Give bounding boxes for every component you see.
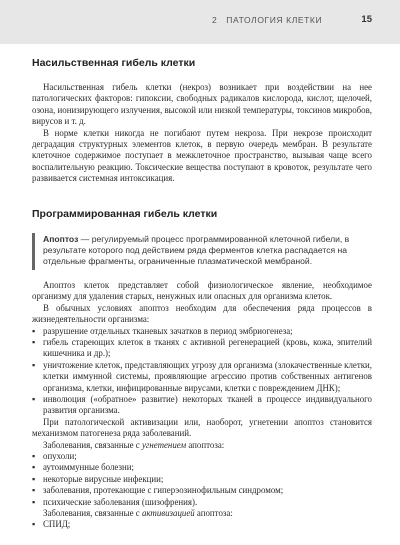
running-header: [0, 0, 400, 44]
page-body: [32, 44, 372, 531]
list-item: ▪ инволюция («обратное» развитие) некоторых тканей в процессе индивидуального развития организма.: [32, 393, 372, 416]
paragraph: В обычных условиях апоптоз необходим для обеспечения ряда процессов в жизнедеятельности организма:: [32, 302, 372, 325]
list-item: ▪ уничтожение клеток, представляющих угрозу для организма (злокачественные клетки, клетки иммунной системы, проявляющие агрессию против собственных антигенов организма, клетки, инфицированные вирусами, клетки с повреждением ДНК);: [32, 359, 372, 393]
definition-callout: [32, 233, 372, 270]
list-item: ▪ некоторые вирусные инфекции;: [32, 473, 164, 484]
bullet-icon: ▪: [32, 485, 36, 496]
bullet-icon: ▪: [32, 519, 36, 530]
section-title-necrosis: Насильственная гибель клетки: [32, 57, 196, 69]
chapter-number: 2: [212, 15, 218, 25]
bullet-icon: ▪: [32, 462, 36, 473]
list-item: ▪ разрушение отдельных тканевых зачатков в период эмбриогенеза;: [32, 325, 293, 336]
callout-text: — регулируемый процесс программированной клеточной гибели, в результате которого под действием ряда ферментов клетка распадается на отдельные фрагменты, ограниченные плазматической мембраной.: [43, 233, 350, 267]
callout-term: Апоптоз: [43, 233, 79, 244]
bullet-icon: ▪: [32, 336, 36, 347]
chapter-title: ПАТОЛОГИЯ КЛЕТКИ: [226, 15, 323, 25]
paragraph: Апоптоз клеток представляет собой физиологическое явление, необходимое организму для удаления старых, ненужных или опасных для организма клеток.: [32, 279, 372, 302]
section-title-apoptosis: Программированная гибель клетки: [32, 207, 218, 220]
paragraph: Насильственная гибель клетки (некроз) возникает при воздействии на нее патологических факторов: гипоксии, свободных радикалов кислорода, кислот, щелочей, озона, ионизирующего излучения, высокой или низкой температуры, токсинов микробов, вирусов и т. д.: [32, 82, 372, 127]
list-item: ▪ опухоли;: [32, 450, 77, 461]
list-item: ▪ психические заболевания (шизофрения).: [32, 496, 198, 507]
list-item: ▪ аутоиммунные болезни;: [32, 462, 134, 473]
normal-processes-list: [32, 326, 372, 417]
inhibited-diseases-list: [32, 451, 372, 508]
bullet-icon: ▪: [32, 496, 36, 507]
inhibited-intro: Заболевания, связанные с угнетением апоптоза:: [43, 439, 225, 450]
bullet-icon: ▪: [32, 359, 36, 370]
list-item: ▪ гибель стареющих клеток в тканях с активной регенерацией (кровь, кожа, эпителий кишечника и др.);: [32, 336, 372, 359]
list-item: ▪ СПИД;: [32, 519, 71, 530]
activated-intro: Заболевания, связанные с активизацией апоптоза:: [43, 508, 233, 518]
bullet-icon: ▪: [32, 450, 36, 461]
bullet-icon: ▪: [32, 393, 36, 404]
page-number: 15: [361, 14, 372, 25]
bullet-icon: ▪: [32, 473, 36, 484]
list-item: ▪ заболевания, протекающие с гиперэозинофильным синдромом;: [32, 485, 284, 496]
activated-diseases-list: [32, 519, 372, 530]
paragraph: При патологической активизации или, наоборот, угнетении апоптоз становится механизмом патогенеза ряда заболеваний.: [32, 416, 372, 439]
paragraph: В норме клетки никогда не погибают путем некроза. При некрозе происходит деградация структурных элементов клеток, в первую очередь мембран. В результате клеточное содержимое поступает в межклеточное пространство, вызывая чаще всего воспалительную реакцию. Токсические вещества поступают в кровоток, результате чего развивается системная интоксикация.: [32, 127, 372, 184]
chapter-heading: [212, 15, 338, 25]
bullet-icon: ▪: [32, 325, 36, 336]
